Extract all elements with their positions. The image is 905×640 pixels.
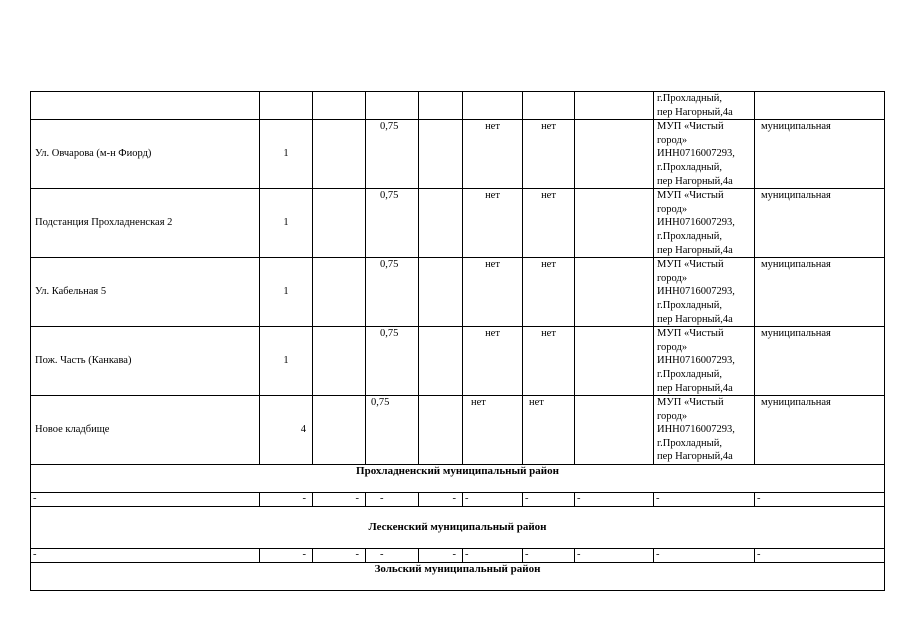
table-row <box>31 120 885 189</box>
organization-cell: МУП «Чистый город» ИНН0716007293, г.Прохладный, пер Нагорный,4а <box>654 189 755 258</box>
dash-cell: - <box>313 549 366 563</box>
register-table <box>30 91 885 591</box>
organization-cell: г.Прохладный, пер Нагорный,4а <box>654 92 755 120</box>
ownership-type: муниципальная <box>755 258 885 327</box>
dash-cell: - <box>755 493 885 507</box>
section-title: Прохладненский муниципальный район <box>31 465 885 493</box>
dash-cell: - <box>260 493 313 507</box>
organization-cell: МУП «Чистый город» ИНН0716007293, г.Прохладный, пер Нагорный,4а <box>654 396 755 465</box>
table-row <box>31 189 885 258</box>
container-volume: 0,75 <box>366 120 419 189</box>
container-volume: 0,75 <box>366 189 419 258</box>
dash-cell: - <box>463 549 523 563</box>
organization-cell: МУП «Чистый город» ИНН0716007293, г.Прохладный, пер Нагорный,4а <box>654 120 755 189</box>
site-name: Ул. Кабельная 5 <box>31 258 260 327</box>
empty-data-row <box>31 549 885 563</box>
dash-cell: - <box>31 549 260 563</box>
organization-cell: МУП «Чистый город» ИНН0716007293, г.Прохладный, пер Нагорный,4а <box>654 327 755 396</box>
ownership-type: муниципальная <box>755 120 885 189</box>
organization-cell: МУП «Чистый город» ИНН0716007293, г.Прохладный, пер Нагорный,4а <box>654 258 755 327</box>
section-header-row <box>31 465 885 493</box>
column-b-value: нет <box>523 258 575 327</box>
dash-cell: - <box>463 493 523 507</box>
table-row-continuation <box>31 92 885 120</box>
column-a-value: нет <box>463 327 523 396</box>
ownership-type: муниципальная <box>755 327 885 396</box>
column-a-value: нет <box>463 189 523 258</box>
ownership-type: муниципальная <box>755 396 885 465</box>
container-volume: 0,75 <box>366 396 419 465</box>
site-name: Подстанция Прохладненская 2 <box>31 189 260 258</box>
dash-cell: - <box>654 549 755 563</box>
column-b-value: нет <box>523 327 575 396</box>
dash-cell: - <box>523 549 575 563</box>
ownership-type: муниципальная <box>755 189 885 258</box>
section-header-row <box>31 507 885 549</box>
dash-cell: - <box>755 549 885 563</box>
column-a-value: нет <box>463 258 523 327</box>
dash-cell: - <box>419 549 463 563</box>
table-row <box>31 327 885 396</box>
dash-cell: - <box>575 549 654 563</box>
column-b-value: нет <box>523 189 575 258</box>
dash-cell: - <box>366 549 419 563</box>
dash-cell: - <box>654 493 755 507</box>
table-row <box>31 396 885 465</box>
column-a-value: нет <box>463 396 523 465</box>
dash-cell: - <box>419 493 463 507</box>
container-volume: 0,75 <box>366 327 419 396</box>
container-volume: 0,75 <box>366 258 419 327</box>
site-name: Новое кладбище <box>31 396 260 465</box>
container-count: 1 <box>260 189 313 258</box>
dash-cell: - <box>31 493 260 507</box>
container-count: 1 <box>260 327 313 396</box>
section-header-row <box>31 563 885 591</box>
container-count: 4 <box>260 396 313 465</box>
dash-cell: - <box>260 549 313 563</box>
dash-cell: - <box>575 493 654 507</box>
dash-cell: - <box>313 493 366 507</box>
dash-cell: - <box>366 493 419 507</box>
site-name: Пож. Часть (Канкава) <box>31 327 260 396</box>
container-count: 1 <box>260 120 313 189</box>
column-b-value: нет <box>523 120 575 189</box>
column-b-value: нет <box>523 396 575 465</box>
site-name: Ул. Овчарова (м-н Фиорд) <box>31 120 260 189</box>
section-title: Зольский муниципальный район <box>31 563 885 591</box>
dash-cell: - <box>523 493 575 507</box>
empty-data-row <box>31 493 885 507</box>
container-count: 1 <box>260 258 313 327</box>
column-a-value: нет <box>463 120 523 189</box>
section-title: Лескенский муниципальный район <box>31 507 885 549</box>
table-row <box>31 258 885 327</box>
